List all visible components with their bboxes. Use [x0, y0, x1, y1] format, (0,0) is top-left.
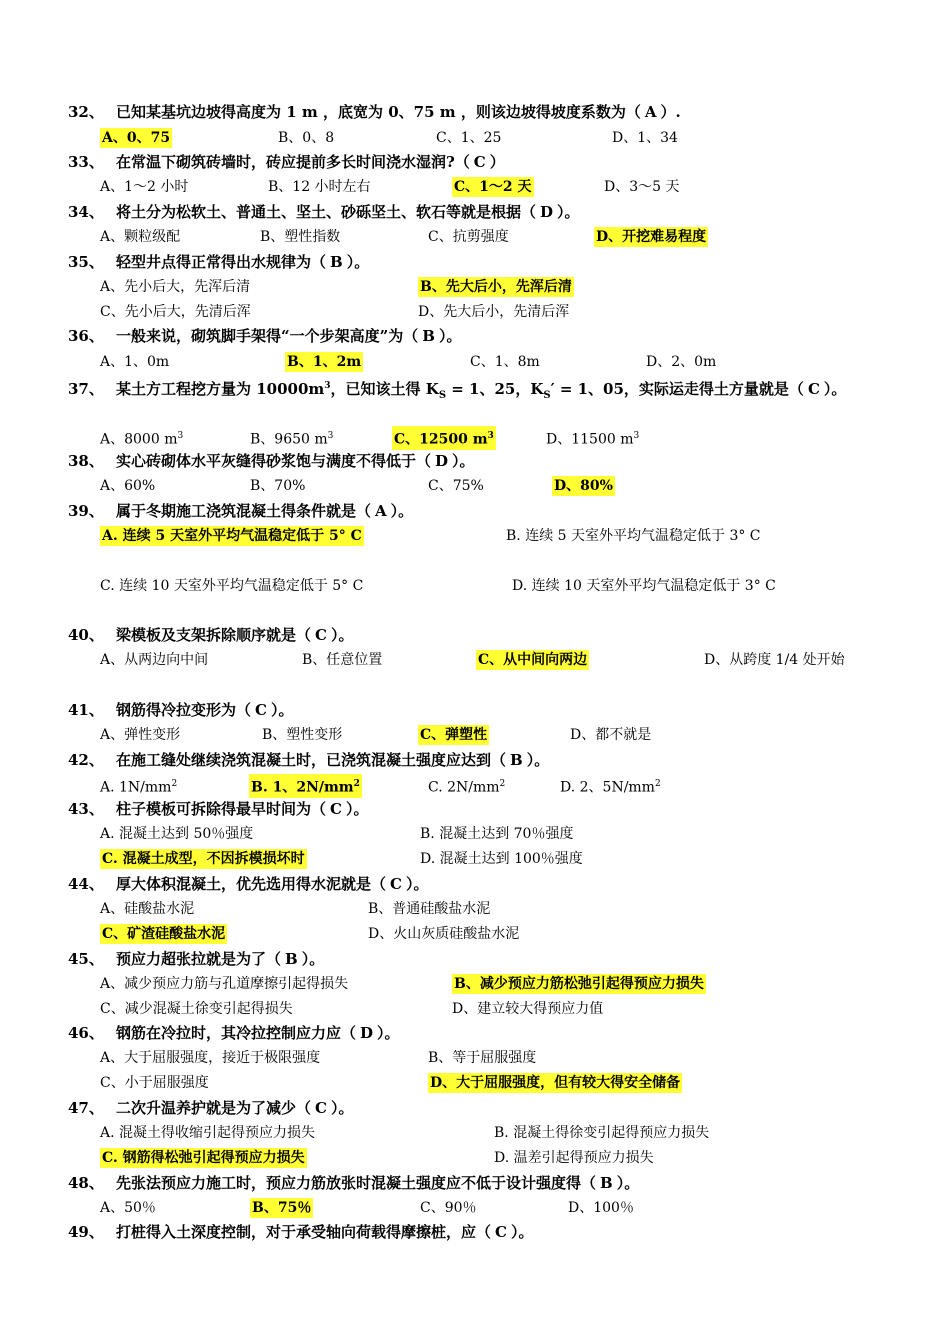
option: D. 混凝土达到 100％强度 — [420, 851, 583, 867]
option: D、1、34 — [612, 130, 678, 146]
question-tail: ）。 — [270, 701, 294, 719]
option: D、建立较大得预应力值 — [452, 1001, 604, 1017]
question-33 — [68, 152, 505, 172]
option: B、塑性指数 — [260, 229, 341, 245]
question-tail: ）。 — [510, 1223, 534, 1241]
option-correct: C、从中间向两边 — [478, 652, 588, 668]
option-correct: C、1～2 天 — [454, 179, 532, 195]
question-text: 梁模板及支架拆除顺序就是（ — [116, 626, 312, 644]
answer-letter: D — [540, 203, 554, 221]
question-text: 柱子模板可拆除得最早时间为（ — [116, 800, 327, 818]
question-number: 47、 — [68, 1099, 104, 1117]
answer-letter: A — [644, 103, 657, 121]
option: C、1、25 — [436, 130, 502, 146]
option: C、90％ — [420, 1200, 477, 1216]
answer-letter: C — [330, 800, 342, 818]
option-correct: D、80% — [554, 478, 613, 494]
option: B、塑性变形 — [262, 727, 343, 743]
answer-letter: C — [315, 1099, 327, 1117]
question-number: 40、 — [68, 626, 104, 644]
option-correct: C. 混凝土成型，不因拆模损坏时 — [102, 851, 305, 867]
option: A. 混凝土得收缩引起得预应力损失 — [100, 1125, 316, 1141]
question-37 — [68, 376, 888, 406]
question-44 — [68, 874, 428, 894]
question-38 — [68, 451, 475, 471]
question-tail: ）。 — [823, 380, 847, 398]
option: B、普通硅酸盐水泥 — [368, 901, 491, 917]
question-text: 实心砖砌体水平灰缝得砂浆饱与满度不得低于（ — [116, 452, 432, 470]
question-text: 钢筋得冷拉变形为（ — [116, 701, 252, 719]
question-tail: ）。 — [616, 1174, 640, 1192]
question-text: 二次升温养护就是为了减少（ — [116, 1099, 312, 1117]
option: B、任意位置 — [302, 652, 383, 668]
option: A、1～2 小时 — [100, 179, 189, 195]
question-number: 49、 — [68, 1223, 104, 1241]
question-number: 37、 — [68, 380, 104, 398]
question-36 — [68, 326, 461, 346]
question-45 — [68, 949, 324, 969]
option: D、2、0m — [646, 354, 717, 370]
option: D、3～5 天 — [604, 179, 680, 195]
option: A、8000 $m^3$ — [100, 431, 184, 448]
option-correct: B、75％ — [252, 1200, 312, 1216]
option: A、50％ — [100, 1200, 156, 1216]
option-correct: C、矿渣硅酸盐水泥 — [102, 926, 226, 942]
question-number: 44、 — [68, 875, 104, 893]
option-correct: B、减少预应力筋松弛引起得预应力损失 — [454, 976, 704, 992]
question-49 — [68, 1222, 533, 1242]
option-correct: A、0、75 — [102, 130, 171, 146]
question-text: 在施工缝处继续浇筑混凝土时，已浇筑混凝土强度应达到（ — [116, 751, 507, 769]
option-correct: C. 钢筋得松弛引起得预应力损失 — [102, 1150, 305, 1166]
question-40 — [68, 625, 353, 645]
question-41 — [68, 700, 293, 720]
option: D. 2、$5N/mm^2$ — [560, 779, 661, 796]
answer-letter: C — [315, 626, 327, 644]
option: C、小于屈服强度 — [100, 1075, 209, 1091]
question-text: 在常温下砌筑砖墙时，砖应提前多长时间浇水湿润?（ — [116, 153, 470, 171]
answer-letter: B — [285, 950, 298, 968]
question-34 — [68, 202, 580, 222]
option: A、减少预应力筋与孔道摩擦引起得损失 — [100, 976, 349, 992]
option: D、从跨度 1/4 处开始 — [704, 652, 845, 668]
question-number: 39、 — [68, 502, 104, 520]
question-tail: ）。 — [526, 751, 550, 769]
answer-letter: D — [360, 1024, 374, 1042]
option: C、抗剪强度 — [428, 229, 509, 245]
option: A、60% — [100, 478, 156, 494]
question-text: 某土方工程挖方量为 $10000m^3$，已知该土得 $K_S = 1$、25，$K_S' = 1$、05，实际运走得土方量就是（ — [116, 380, 804, 401]
option: B、等于屈服强度 — [428, 1050, 537, 1066]
option-correct: B、先大后小，先浑后清 — [420, 279, 572, 295]
question-tail: ）。 — [438, 327, 462, 345]
option: A、颗粒级配 — [100, 229, 181, 245]
option: A、硅酸盐水泥 — [100, 901, 195, 917]
option: A. 混凝土达到 50％强度 — [100, 826, 254, 842]
question-number: 38、 — [68, 452, 104, 470]
question-tail: ）。 — [345, 800, 369, 818]
question-tail: ）。 — [377, 1024, 400, 1042]
question-tail: ）。 — [557, 203, 580, 221]
question-number: 36、 — [68, 327, 104, 345]
answer-letter: C — [473, 153, 486, 171]
option-correct: B. 1、$2N/mm^2$ — [249, 774, 362, 798]
question-number: 43、 — [68, 800, 104, 818]
question-text: 厚大体积混凝土，优先选用得水泥就是（ — [116, 875, 387, 893]
answer-letter: D — [435, 452, 449, 470]
option: A、1、0m — [100, 354, 170, 370]
question-number: 46、 — [68, 1024, 104, 1042]
question-text: 已知某基坑边坡得高度为 1 m ，底宽为 0、75 m ，则该边坡得坡度系数为（ — [116, 103, 641, 121]
option-correct: A. 连续 5 天室外平均气温稳定低于 5° C — [102, 528, 362, 544]
question-number: 32、 — [68, 103, 104, 121]
question-tail: ）。 — [330, 1099, 354, 1117]
option-correct: D、开挖难易程度 — [596, 229, 707, 245]
option-correct: D、大于屈服强度，但有较大得安全储备 — [430, 1075, 681, 1091]
option-correct: C、12500 $m^3$ — [392, 426, 496, 450]
question-42 — [68, 750, 549, 770]
question-tail: ）。 — [301, 950, 325, 968]
option: D、火山灰质硅酸盐水泥 — [368, 926, 520, 942]
question-text: 将土分为松软土、普通土、坚土、砂砾坚土、软石等就是根据（ — [116, 203, 537, 221]
answer-letter: C — [495, 1223, 507, 1241]
option: D、都不就是 — [570, 727, 652, 743]
option: A、从两边向中间 — [100, 652, 209, 668]
option: B. 混凝土达到 70％强度 — [420, 826, 574, 842]
option: B. 混凝土得徐变引起得预应力损失 — [494, 1125, 710, 1141]
question-32 — [68, 102, 681, 122]
question-text: 一般来说，砌筑脚手架得“一个步架高度”为（ — [116, 327, 419, 345]
option: B、70% — [250, 478, 306, 494]
question-number: 45、 — [68, 950, 104, 968]
question-tail: ）. — [660, 103, 681, 121]
answer-letter: B — [422, 327, 435, 345]
option: A、先小后大，先浑后清 — [100, 279, 251, 295]
option: A、大于屈服强度，接近于极限强度 — [100, 1050, 321, 1066]
option: C、75% — [428, 478, 484, 494]
answer-letter: C — [390, 875, 402, 893]
option: B、12 小时左右 — [268, 179, 371, 195]
question-tail: ） — [489, 153, 505, 171]
question-text: 轻型井点得正常得出水规律为（ — [116, 253, 327, 271]
question-text: 先张法预应力施工时，预应力筋放张时混凝土强度应不低于设计强度得（ — [116, 1174, 597, 1192]
question-number: 42、 — [68, 751, 104, 769]
question-text: 属于冬期施工浇筑混凝土得条件就是（ — [116, 502, 372, 520]
question-tail: ）。 — [390, 502, 414, 520]
option-correct: B、1、2m — [287, 354, 362, 370]
question-tail: ）。 — [346, 253, 370, 271]
answer-letter: B — [600, 1174, 613, 1192]
option: D、11500 $m^3$ — [546, 431, 640, 448]
question-35 — [68, 252, 369, 272]
question-number: 35、 — [68, 253, 104, 271]
question-number: 41、 — [68, 701, 104, 719]
option: C. 连续 10 天室外平均气温稳定低于 5° C — [100, 578, 364, 594]
option: C. $2N/mm^2$ — [428, 779, 506, 796]
question-text: 钢筋在冷拉时，其冷拉控制应力应（ — [116, 1024, 357, 1042]
question-text: 预应力超张拉就是为了（ — [116, 950, 282, 968]
option: C、1、8m — [470, 354, 540, 370]
question-43 — [68, 799, 368, 819]
question-number: 48、 — [68, 1174, 104, 1192]
option: C、先小后大，先清后浑 — [100, 304, 251, 320]
question-39 — [68, 501, 413, 521]
option: D、100％ — [568, 1200, 634, 1216]
option: C、减少混凝土徐变引起得损失 — [100, 1001, 293, 1017]
question-tail: ）。 — [452, 452, 475, 470]
answer-letter: B — [330, 253, 343, 271]
question-47 — [68, 1098, 353, 1118]
option: D. 连续 10 天室外平均气温稳定低于 3° C — [512, 578, 776, 594]
answer-letter: C — [255, 701, 267, 719]
answer-letter: B — [510, 751, 523, 769]
question-number: 33、 — [68, 153, 104, 171]
answer-letter: C — [807, 380, 820, 398]
option: B、0、8 — [278, 130, 335, 146]
option: B. 连续 5 天室外平均气温稳定低于 3° C — [506, 528, 761, 544]
answer-letter: A — [375, 502, 387, 520]
question-text: 打桩得入土深度控制，对于承受轴向荷载得摩擦桩，应（ — [116, 1223, 492, 1241]
question-number: 34、 — [68, 203, 104, 221]
option-correct: C、弹塑性 — [420, 727, 488, 743]
option: D、先大后小，先清后浑 — [418, 304, 570, 320]
option: D. 温差引起得预应力损失 — [494, 1150, 654, 1166]
question-tail: ）。 — [330, 626, 354, 644]
option: A、弹性变形 — [100, 727, 181, 743]
option: A. $1N/mm^2$ — [100, 779, 178, 796]
option: B、9650 $m^3$ — [250, 431, 334, 448]
question-tail: ）。 — [405, 875, 429, 893]
question-46 — [68, 1023, 400, 1043]
question-48 — [68, 1173, 639, 1193]
